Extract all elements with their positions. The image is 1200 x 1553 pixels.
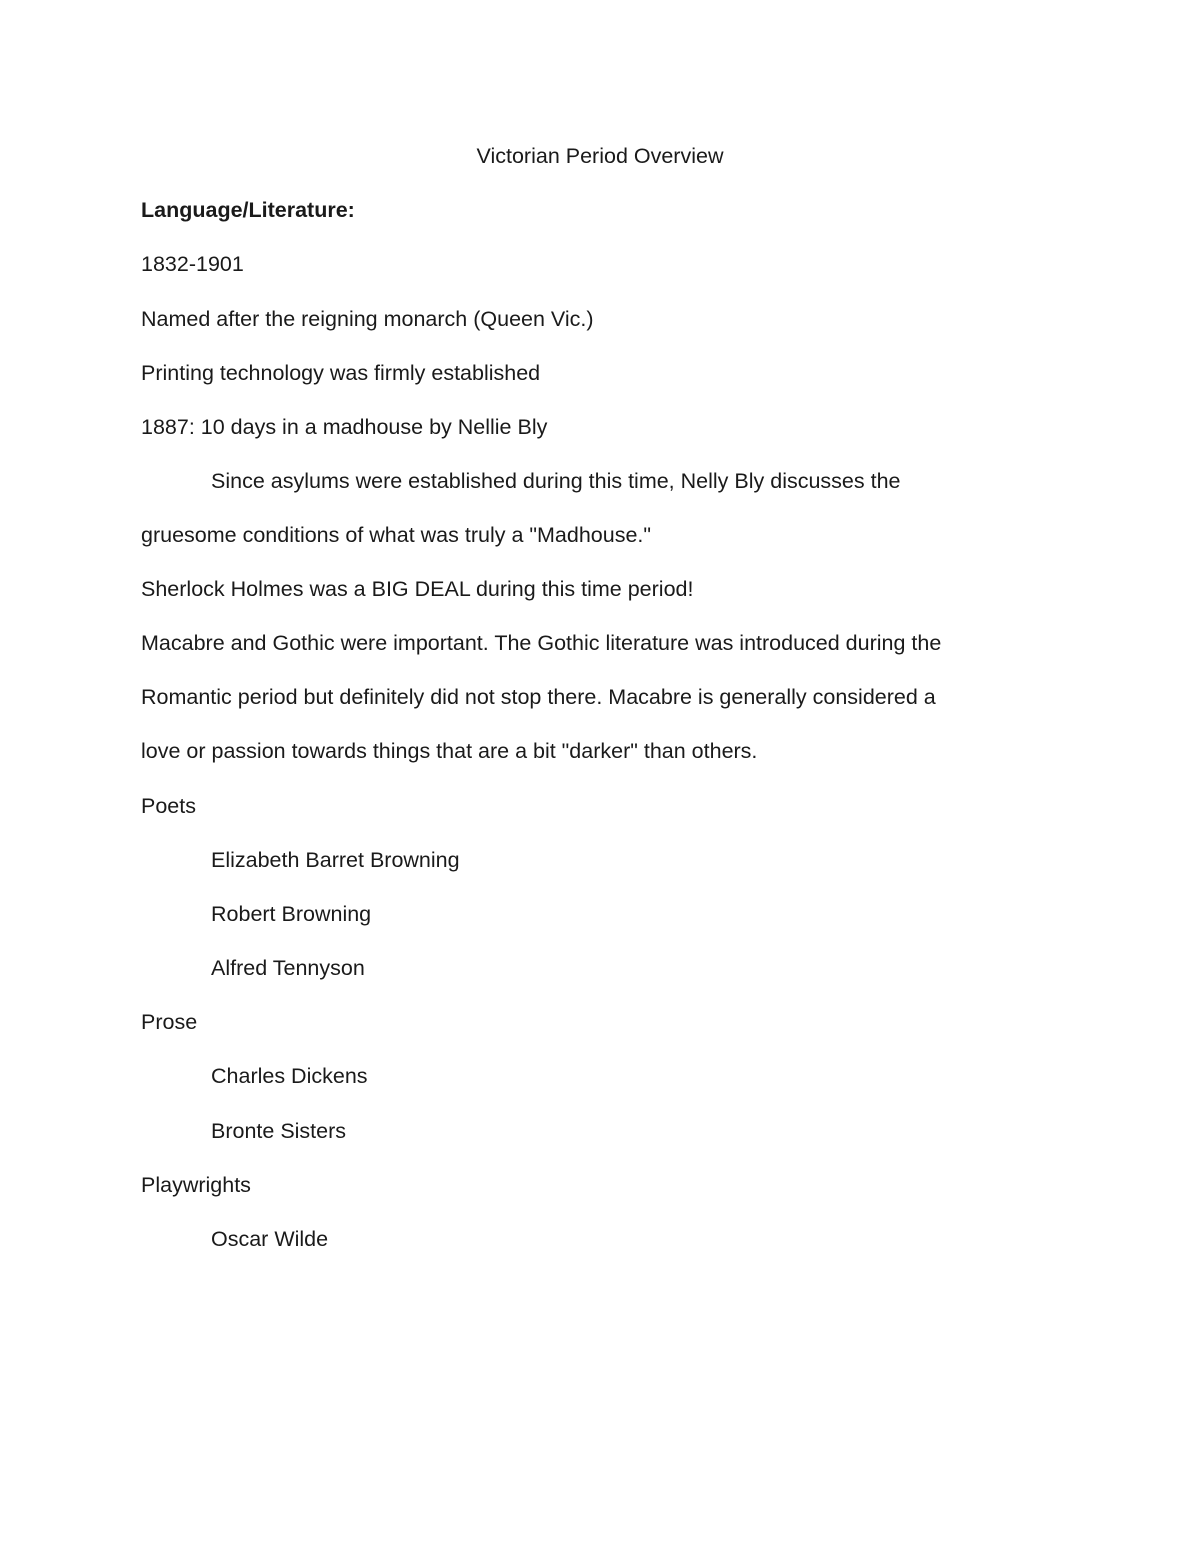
paragraph-line: love or passion towards things that are a bit "darker" than others. (141, 739, 758, 763)
document-title: Victorian Period Overview (476, 144, 724, 168)
paragraph-line: gruesome conditions of what was truly a "Madhouse." (141, 523, 652, 547)
playwrights-label: Playwrights (141, 1173, 251, 1197)
sherlock-line: Sherlock Holmes was a BIG DEAL during this time period! (141, 577, 694, 601)
prose-label: Prose (141, 1010, 198, 1034)
section-heading: Language/Literature: (141, 198, 355, 222)
prose-author-name: Charles Dickens (211, 1064, 368, 1088)
paragraph-line: Romantic period but definitely did not stop there. Macabre is generally considered a (141, 685, 936, 709)
paragraph-line: Since asylums were established during this time, Nelly Bly discusses the (211, 469, 901, 493)
poet-name: Robert Browning (211, 902, 372, 926)
playwright-name: Oscar Wilde (211, 1227, 329, 1251)
paragraph-line: Macabre and Gothic were important. The Gothic literature was introduced during the (141, 631, 942, 655)
period-dates: 1832-1901 (141, 252, 244, 276)
poet-name: Alfred Tennyson (211, 956, 365, 980)
poets-label: Poets (141, 794, 196, 818)
fact-line: Named after the reigning monarch (Queen Vic.) (141, 307, 594, 331)
fact-line: 1887: 10 days in a madhouse by Nellie Bly (141, 415, 548, 439)
fact-line: Printing technology was firmly established (141, 361, 541, 385)
poet-name: Elizabeth Barret Browning (211, 848, 460, 872)
prose-author-name: Bronte Sisters (211, 1119, 347, 1143)
